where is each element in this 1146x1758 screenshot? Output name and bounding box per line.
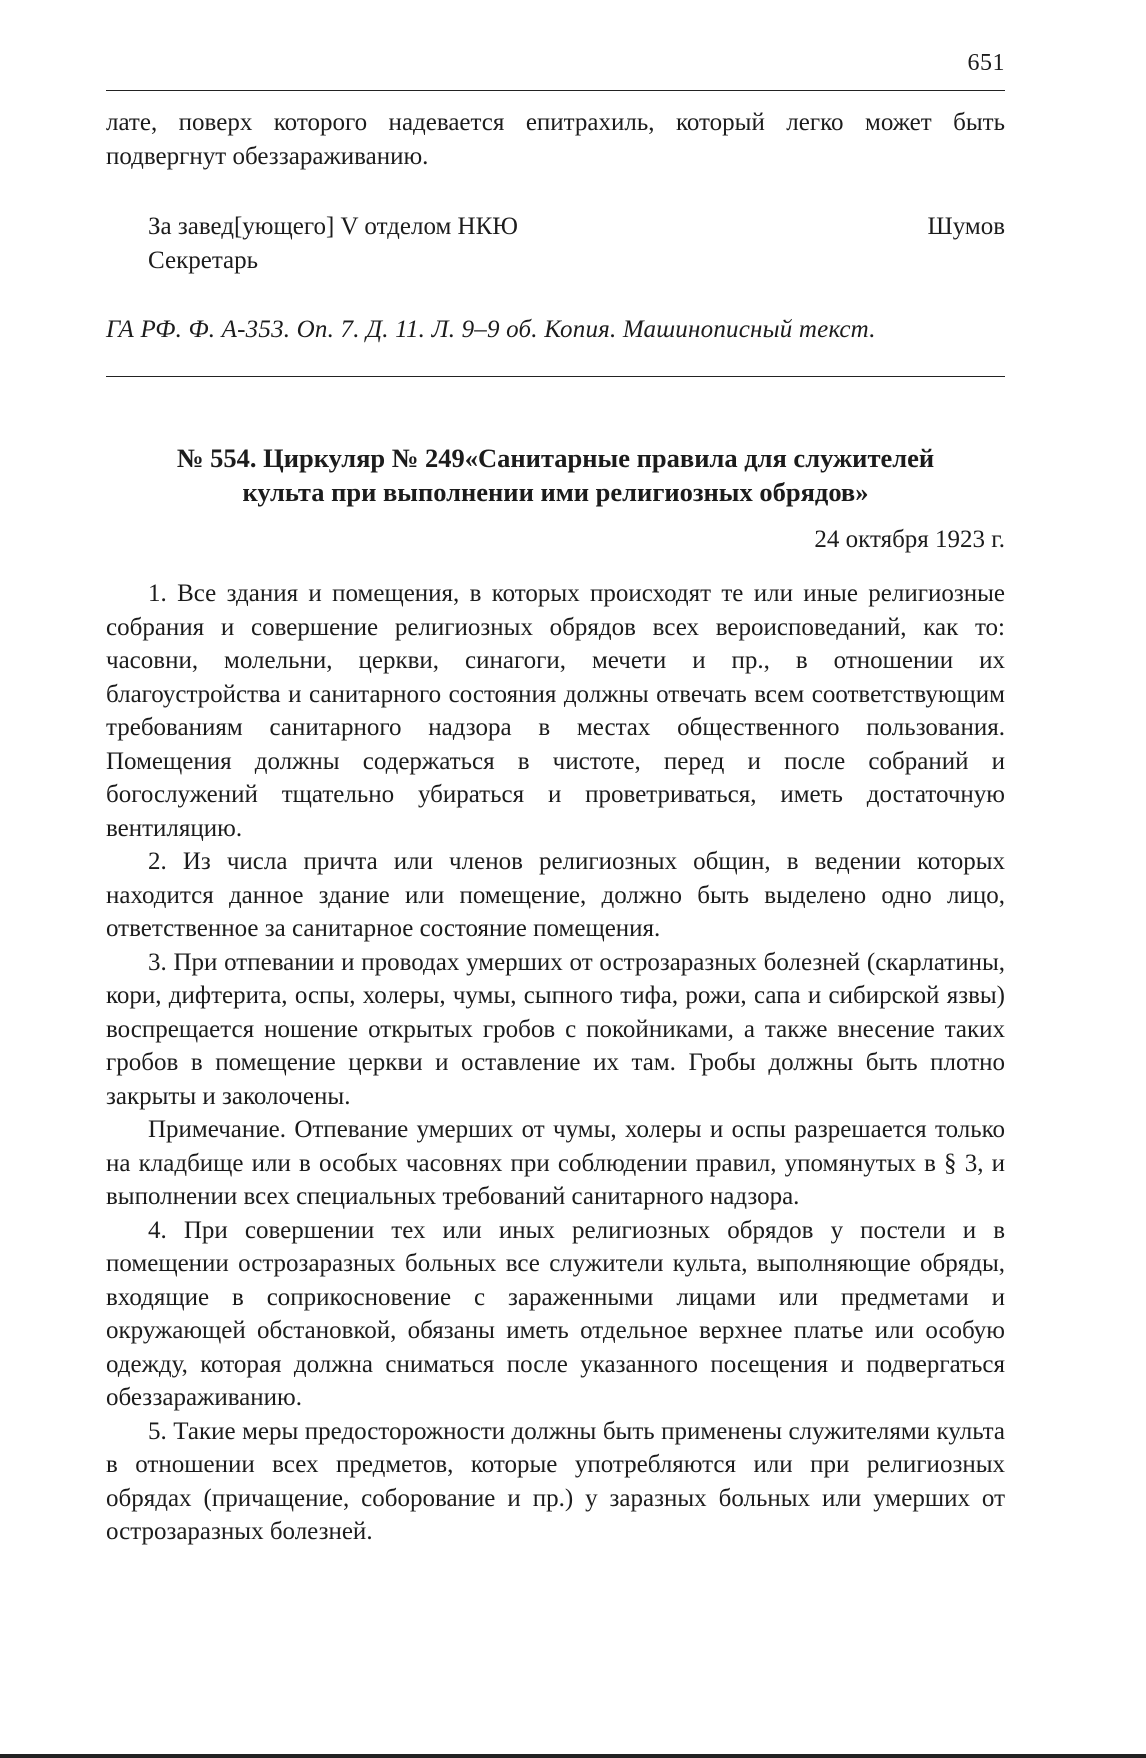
archive-reference: ГА РФ. Ф. А-353. Оп. 7. Д. 11. Л. 9–9 об. Копия. Машинописный текст. — [106, 316, 876, 343]
signature-secretary: Секретарь — [148, 247, 259, 274]
document-title-line-1: № 554. Циркуляр № 249«Санитарные правила для служителей — [176, 443, 935, 473]
paragraph-2: 2. Из числа причта или членов религиозных общин, в ведении которых находится данное здание или помещение, должно быть выделено одно лицо, ответственное за санитарное состояние помещения. — [106, 848, 1005, 942]
paragraph-5: 5. Такие меры предосторожности должны быть применены служителями культа в отношении всех предметов, которые употребляются или при религиозных обрядах (причащение, соборование и пр.) у заразных больных или умерших от острозаразных болезней. — [106, 1417, 1005, 1545]
document-title — [106, 441, 1005, 509]
signature-block — [148, 210, 1005, 278]
document-date: 24 октября 1923 г. — [814, 526, 1005, 553]
carry-over-paragraph: лате, поверх которого надевается епитрахиль, который легко может быть подвергнут обеззараживанию. — [106, 109, 1005, 170]
section-divider — [106, 376, 1005, 377]
paragraph-1: 1. Все здания и помещения, в которых происходят те или иные религиозные собрания и совершение религиозных обрядов всех вероисповеданий, как то: часовни, молельни, церкви, синагоги, мечети и пр., в отношении их благоустройства и санитарного состояния должны отвечать всем соответствующим требованиям санитарного надзора в местах общественного пользования. Помещения должны содержаться в чистоте, перед и после собраний и богослужений тщательно убираться и проветриваться, иметь достаточную вентиляцию. — [106, 580, 1005, 842]
signature-row — [148, 210, 1005, 244]
scan-edge-bar — [0, 1754, 1146, 1758]
document-body — [106, 577, 1005, 1549]
header-divider — [106, 90, 1005, 91]
paragraph-3: 3. При отпевании и проводах умерших от острозаразных болезней (скарлатины, кори, дифтерита, оспы, холеры, чумы, сыпного тифа, рожи, сапа и сибирской язвы) воспрещается ношение открытых гробов с покойниками, а также внесение таких гробов в помещение церкви и оставление их там. Гробы должны быть плотно закрыты и заколочены. — [106, 948, 1005, 1110]
signature-position: За завед[ующего] V отделом НКЮ — [148, 213, 518, 240]
signature-name: Шумов — [927, 213, 1005, 240]
paragraph-4: 4. При совершении тех или иных религиозных обрядов у постели и в помещении острозаразных больных все служители культа, выполняющие обряды, входящие в соприкосновение с зараженными лицами или предметами и окружающей обстановкой, обязаны иметь отдельное верхнее платье или особую одежду, которая должна сниматься после указанного посещения и подвергаться обеззараживанию. — [106, 1216, 1005, 1411]
document-title-line-2: культа при выполнении ими религиозных обрядов» — [242, 477, 869, 507]
signature-row-secretary — [148, 244, 1005, 278]
page-number: 651 — [967, 50, 1005, 76]
paragraph-note: Примечание. Отпевание умерших от чумы, холеры и оспы разрешается только на кладбище или в особых часовнях при соблюдении правил, упомянутых в § 3, и выполнении всех специальных требований санитарного надзора. — [106, 1116, 1005, 1210]
